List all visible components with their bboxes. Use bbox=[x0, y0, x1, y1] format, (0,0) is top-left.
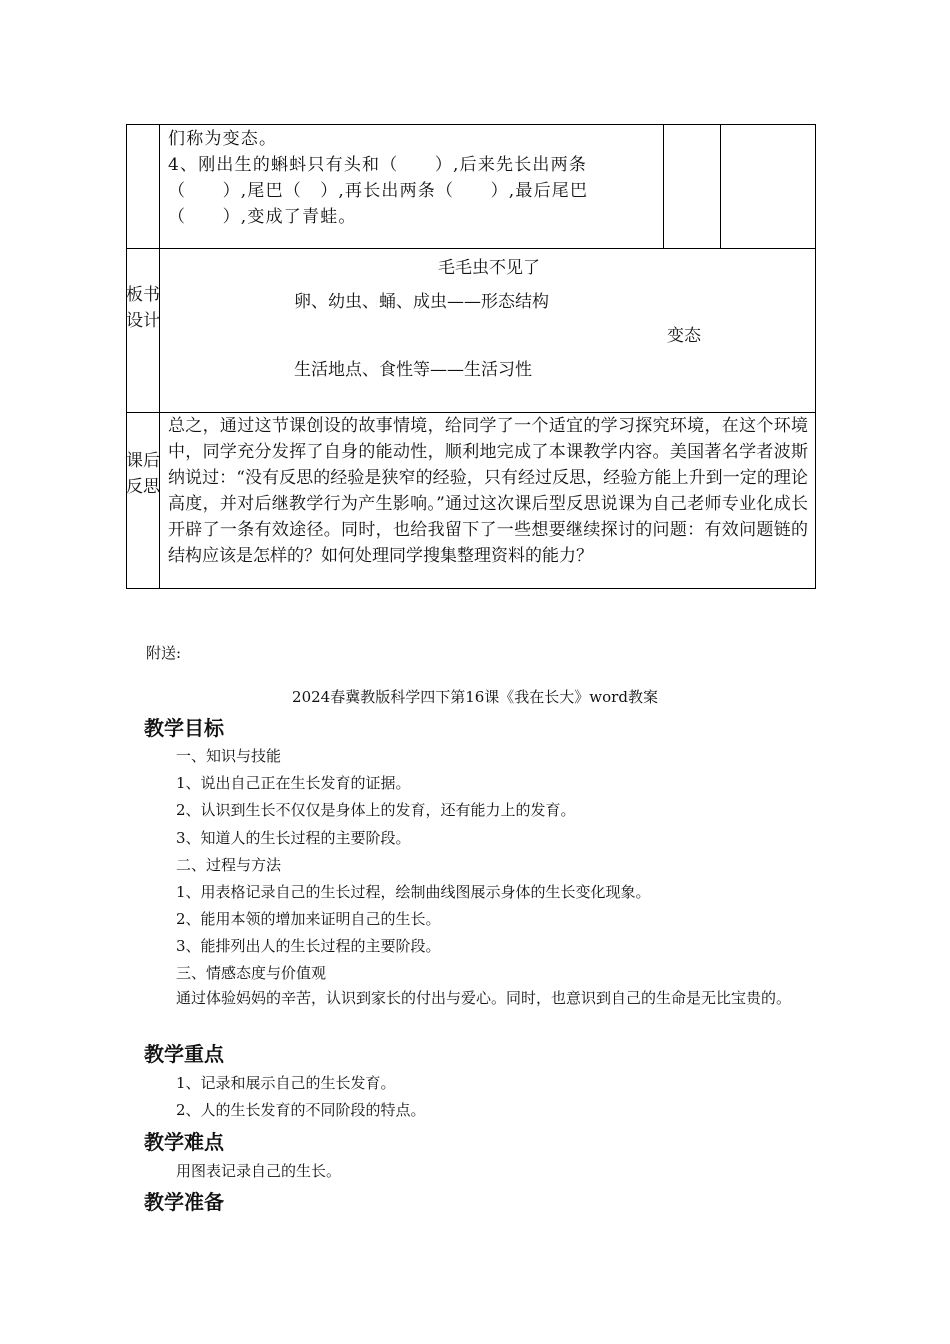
board-line-habits: 生活地点、食性等——生活习性 bbox=[294, 360, 532, 380]
goals-item: 一、知识与技能 bbox=[176, 747, 282, 765]
reflection-text: 总之，通过这节课创设的故事情境，给同学了一个适宜的学习探究环境，在这个环境中，同学充分发挥了自身的能动性，顺利地完成了本课教学内容。美国著名学者波斯纳说过：“没有反思的经验是狭窄的经验，只有经过反思，经验方能上升到一定的理论高度，并对后继教学行为产生影响。”通过这次课后型反思说课为自己老师专业化成长开辟了一条有效途径。同时，也给我留下了一些想要继续探讨的问题：有效问题链的结构应该是怎样的？如何处理同学搜集整理资料的能力？ bbox=[168, 416, 808, 566]
table-rule bbox=[663, 124, 664, 249]
goals-heading: 教学目标 bbox=[144, 716, 224, 740]
difficulty-heading: 教学难点 bbox=[144, 1130, 224, 1154]
row-label-reflection: 课后反思 bbox=[126, 451, 160, 497]
key-point-item: 1、记录和展示自己的生长发育。 bbox=[176, 1074, 396, 1092]
goals-item: 2、能用本领的增加来证明自己的生长。 bbox=[176, 910, 441, 928]
goals-item: 2、认识到生长不仅仅是身体上的发育，还有能力上的发育。 bbox=[176, 801, 576, 819]
board-line-structure: 卵、幼虫、蛹、成虫——形态结构 bbox=[294, 292, 549, 312]
doc-title: 2024春冀教版科学四下第16课《我在长大》word教案 bbox=[292, 688, 658, 706]
table-rule bbox=[159, 124, 160, 589]
table-rule bbox=[126, 248, 816, 249]
goals-paragraph: 通过体验妈妈的辛苦，认识到家长的付出与爱心。同时，也意识到自己的生命是无比宝贵的。 bbox=[176, 989, 792, 1007]
table-rule bbox=[720, 124, 721, 249]
goals-item: 1、说出自己正在生长发育的证据。 bbox=[176, 774, 411, 792]
row-label-board: 板书设计 bbox=[126, 285, 160, 331]
table-cell-exercise: 们称为变态。 4、刚出生的蝌蚪只有头和（ ）,后来先长出两条（ ）,尾巴（ ）,再长出两条（ ）,最后尾巴（ ）,变成了青蛙。 bbox=[168, 129, 589, 227]
goals-item: 1、用表格记录自己的生长过程，绘制曲线图展示身体的生长变化现象。 bbox=[176, 883, 651, 901]
goals-item: 3、知道人的生长过程的主要阶段。 bbox=[176, 829, 411, 847]
appendix-label: 附送: bbox=[146, 644, 182, 662]
preparation-heading: 教学准备 bbox=[144, 1190, 224, 1214]
board-metamorphosis: 变态 bbox=[667, 326, 701, 346]
goals-item: 三、情感态度与价值观 bbox=[176, 964, 327, 982]
difficulty-text: 用图表记录自己的生长。 bbox=[176, 1162, 342, 1180]
goals-item: 二、过程与方法 bbox=[176, 856, 282, 874]
goals-item: 3、能排列出人的生长过程的主要阶段。 bbox=[176, 937, 441, 955]
board-title: 毛毛虫不见了 bbox=[438, 258, 540, 278]
key-point-item: 2、人的生长发育的不同阶段的特点。 bbox=[176, 1101, 426, 1119]
key-points-heading: 教学重点 bbox=[144, 1042, 224, 1066]
